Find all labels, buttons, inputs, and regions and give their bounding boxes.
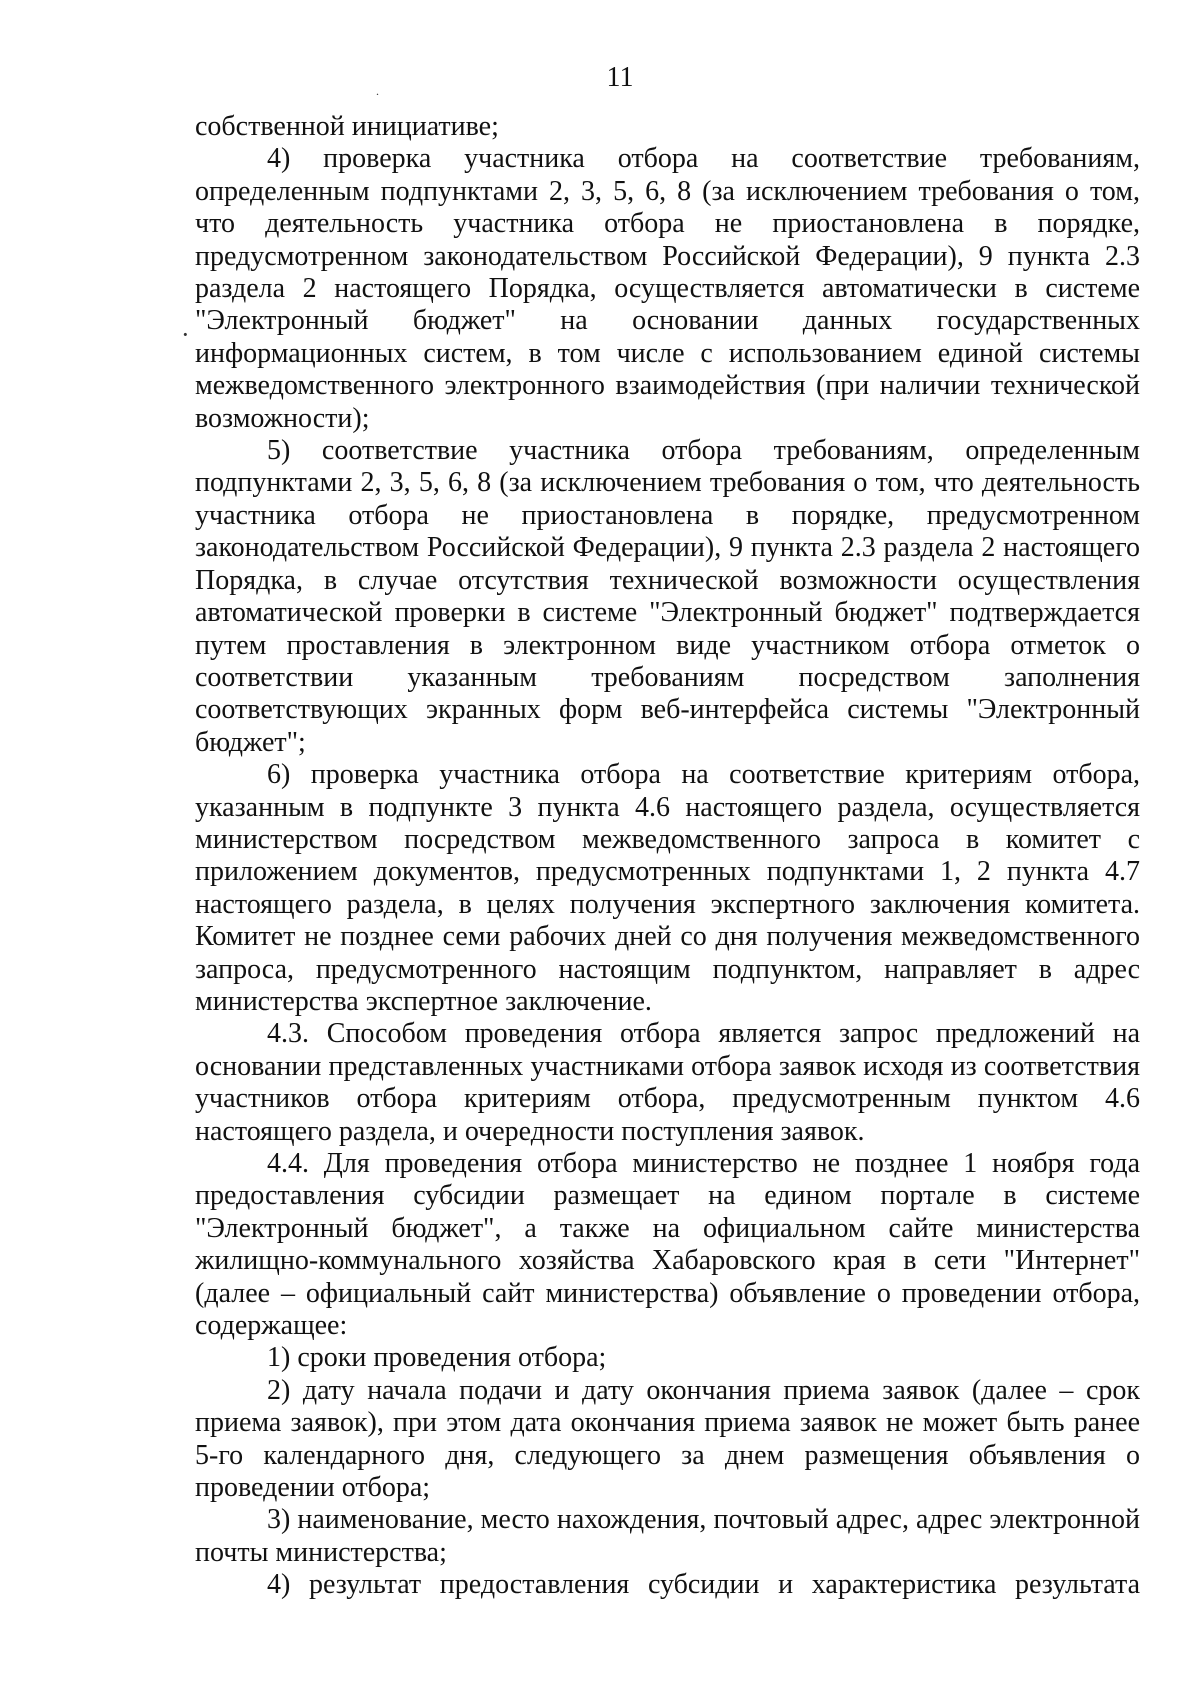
page-number: 11 bbox=[606, 62, 634, 93]
paragraph-continuation: собственной инициативе; bbox=[195, 111, 499, 142]
scan-speck-top: . bbox=[376, 84, 379, 98]
scan-speck-left: · bbox=[181, 320, 190, 349]
body-text bbox=[195, 111, 1140, 1602]
list-item-2: 2) дату начала подачи и дату окончания приема заявок (далее – срок приема заявок), при этом дата окончания приема заявок не может быть ранее 5-го календарного дня, следующего за днем размещения объявления о проведении отбора; bbox=[195, 1374, 1140, 1504]
list-item-3: 3) наименование, место нахождения, почтовый адрес, адрес электронной почты министерства; bbox=[195, 1504, 1140, 1568]
paragraph-item-6: 6) проверка участника отбора на соответствие критериям отбора, указанным в подпункте 3 пункта 4.6 настоящего раздела, осуществляется министерством посредством межведомственного запроса в комитет с приложением документов, предусмотренных подпунктами 1, 2 пункта 4.7 настоящего раздела, в целях получения экспертного заключения комитета. Комитет не позднее семи рабочих дней со дня получения межведомственного запроса, предусмотренного настоящим подпунктом, направляет в адрес министерства экспертное заключение. bbox=[195, 759, 1140, 1017]
paragraph-item-4: 4) проверка участника отбора на соответствие требованиям, определенным подпунктами 2, 3, 5, 6, 8 (за исключением требования о том, что деятельность участника отбора не приостановлена в порядке, предусмотренном законодательством Российской Федерации), 9 пункта 2.3 раздела 2 настоящего Порядка, осуществляется автоматически в системе "Электронный бюджет" на основании данных государственных информационных систем, в том числе с использованием единой системы межведомственного электронного взаимодействия (при наличии технической возможности); bbox=[195, 143, 1140, 434]
paragraph-4-3: 4.3. Способом проведения отбора является запрос предложений на основании представленных участниками отбора заявок исходя из соответствия участников отбора критериям отбора, предусмотренным пунктом 4.6 настоящего раздела, и очередности поступления заявок. bbox=[195, 1018, 1140, 1147]
list-item-1: 1) сроки проведения отбора; bbox=[267, 1342, 607, 1374]
paragraph-item-5: 5) соответствие участника отбора требованиям, определенным подпунктами 2, 3, 5, 6, 8 (за исключением требования о том, что деятельность участника отбора не приостановлена в порядке, предусмотренном законодательством Российской Федерации), 9 пункта 2.3 раздела 2 настоящего Порядка, в случае отсутствия технической возможности осуществления автоматической проверки в системе "Электронный бюджет" подтверждается путем проставления в электронном виде участником отбора отметок о соответствии указанным требованиям посредством заполнения соответствующих экранных форм веб-интерфейса системы "Электронный бюджет"; bbox=[195, 435, 1140, 758]
paragraph-4-4: 4.4. Для проведения отбора министерство не позднее 1 ноября года предоставления субсидии размещает на едином портале в системе "Электронный бюджет", а также на официальном сайте министерства жилищно-коммунального хозяйства Хабаровского края в сети "Интернет" (далее – официальный сайт министерства) объявление о проведении отбора, содержащее: bbox=[195, 1148, 1140, 1342]
list-item-4: 4) результат предоставления субсидии и характеристика результата bbox=[267, 1569, 1140, 1601]
